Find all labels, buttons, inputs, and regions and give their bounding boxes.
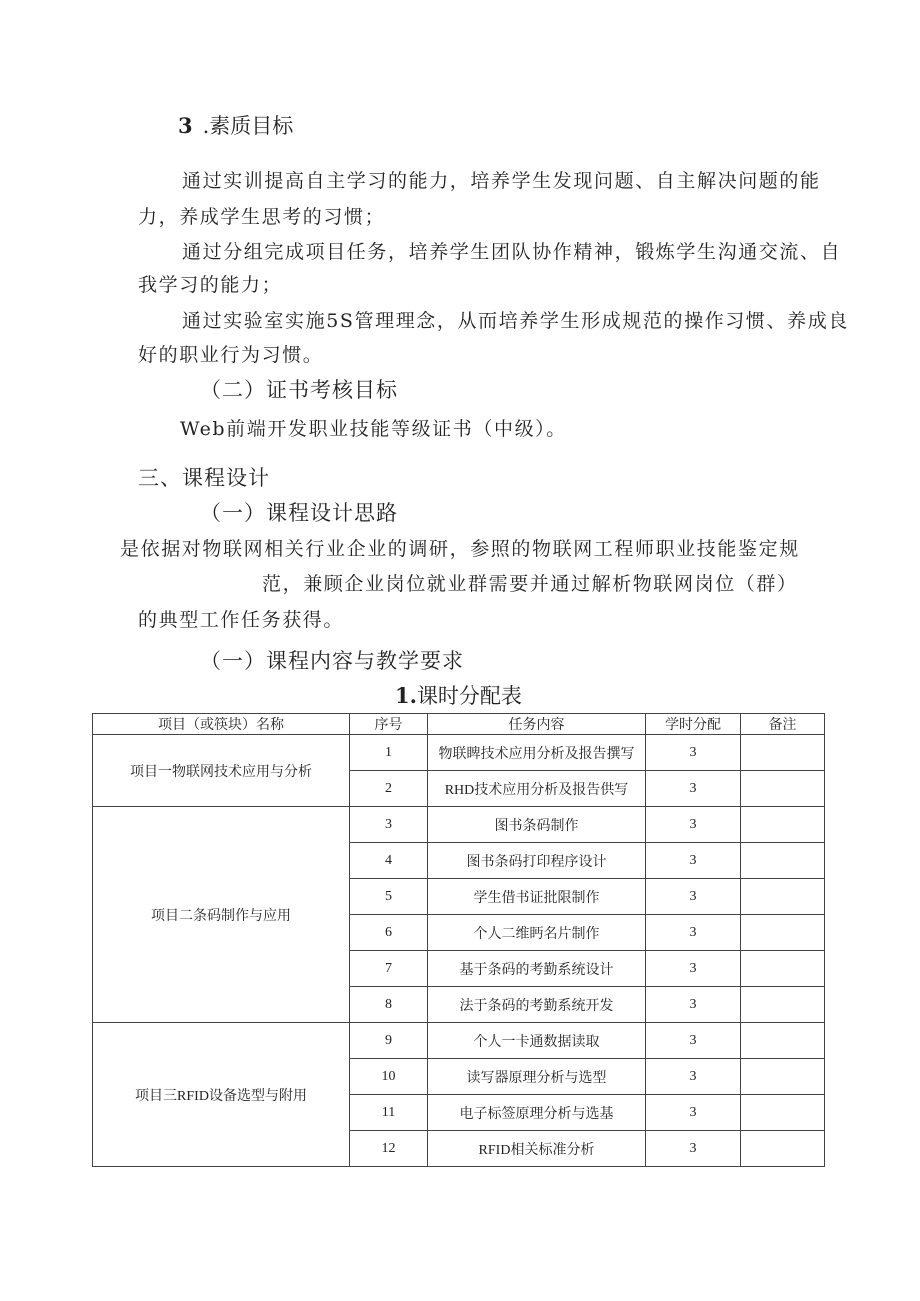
course-content-heading: （一）课程内容与教学要求 (200, 649, 464, 673)
task-cell: RHD技术应用分析及报告供写 (428, 771, 646, 807)
quality-para-1-line-2: 力，养成学生思考的习惯； (138, 206, 386, 228)
table-row (93, 735, 825, 771)
design-idea-line-3: 的典型工作任务获得。 (138, 609, 345, 631)
task-cell: 个人二维眄名片制作 (428, 915, 646, 951)
hours-cell: 3 (646, 807, 741, 843)
header-task: 任务内容 (428, 714, 646, 735)
seq-cell: 4 (350, 843, 428, 879)
quality-para-2-line-1: 通过分组完成项目任务，培养学生团队协作精神，锻炼学生沟通交流、自 (182, 241, 842, 263)
seq-cell: 9 (350, 1023, 428, 1059)
quality-para-1-line-1: 通过实训提高自主学习的能力，培养学生发现问题、自主解决问题的能 (182, 170, 821, 192)
seq-cell: 5 (350, 879, 428, 915)
hours-cell: 3 (646, 1059, 741, 1095)
seq-cell: 1 (350, 735, 428, 771)
hours-allocation-table (92, 713, 825, 1167)
table-row (93, 807, 825, 843)
hours-cell: 3 (646, 771, 741, 807)
remark-cell (741, 951, 825, 987)
hours-cell: 3 (646, 843, 741, 879)
project-name-cell: 项目三RFID设备选型与附用 (93, 1023, 350, 1167)
remark-cell (741, 915, 825, 951)
hours-cell: 3 (646, 915, 741, 951)
hours-cell: 3 (646, 951, 741, 987)
seq-cell: 10 (350, 1059, 428, 1095)
task-cell: 基于条码的考勤系统设计 (428, 951, 646, 987)
task-cell: 图书条码打印程序设计 (428, 843, 646, 879)
task-cell: 个人一卡通数据读取 (428, 1023, 646, 1059)
design-idea-line-2: 范，兼顾企业岗位就业群需要并通过解析物联网岗位（群） (262, 573, 798, 595)
remark-cell (741, 1131, 825, 1167)
remark-cell (741, 1059, 825, 1095)
task-cell: 物联睥技术应用分析及报告撰写 (428, 735, 646, 771)
task-cell: 电子标签原理分析与选基 (428, 1095, 646, 1131)
seq-cell: 11 (350, 1095, 428, 1131)
remark-cell (741, 879, 825, 915)
quality-goal-heading (178, 110, 293, 140)
remark-cell (741, 771, 825, 807)
project-name-cell: 项目二条码制作与应用 (93, 807, 350, 1023)
header-seq: 序号 (350, 714, 428, 735)
project-name-cell: 项目一物联网技术应用与分析 (93, 735, 350, 807)
table-row (93, 1023, 825, 1059)
design-idea-heading: （一）课程设计思路 (200, 501, 398, 525)
table-caption-text: 课时分配表 (416, 684, 522, 708)
seq-cell: 2 (350, 771, 428, 807)
header-hours: 学时分配 (646, 714, 741, 735)
design-idea-line-1: 是依据对物联网相关行业企业的调研，参照的物联网工程师职业技能鉴定规 (120, 538, 800, 560)
hours-cell: 3 (646, 1131, 741, 1167)
table-caption (395, 680, 522, 710)
remark-cell (741, 1023, 825, 1059)
hours-cell: 3 (646, 1023, 741, 1059)
hours-cell: 3 (646, 1095, 741, 1131)
hours-cell: 3 (646, 735, 741, 771)
task-cell: 学生借书证批限制作 (428, 879, 646, 915)
cert-goal-text: Web前端开发职业技能等级证书（中级）。 (180, 418, 567, 440)
seq-cell: 3 (350, 807, 428, 843)
remark-cell (741, 807, 825, 843)
quality-para-3-line-1: 通过实验室实施5S管理理念，从而培养学生形成规范的操作习惯、养成良 (182, 310, 849, 332)
task-cell: 法于条码的考勤系统开发 (428, 987, 646, 1023)
table-header-row (93, 714, 825, 735)
remark-cell (741, 987, 825, 1023)
header-project: 项目（或筷块）名称 (93, 714, 350, 735)
cert-goal-heading: （二）证书考核目标 (200, 378, 398, 402)
table-body (93, 735, 825, 1167)
quality-para-2-line-2: 我学习的能力； (138, 274, 283, 296)
seq-cell: 6 (350, 915, 428, 951)
hours-cell: 3 (646, 987, 741, 1023)
task-cell: 读写器原理分析与选型 (428, 1059, 646, 1095)
task-cell: RFID相关标准分析 (428, 1131, 646, 1167)
seq-cell: 7 (350, 951, 428, 987)
quality-para-3-line-2: 好的职业行为习惯。 (138, 344, 324, 366)
header-remark: 备注 (741, 714, 825, 735)
seq-cell: 12 (350, 1131, 428, 1167)
quality-goal-title: .素质目标 (202, 114, 294, 138)
course-design-heading: 三、课程设计 (138, 466, 270, 490)
quality-goal-number: 3 (178, 113, 193, 138)
remark-cell (741, 843, 825, 879)
hours-cell: 3 (646, 879, 741, 915)
remark-cell (741, 1095, 825, 1131)
task-cell: 图书条码制作 (428, 807, 646, 843)
seq-cell: 8 (350, 987, 428, 1023)
remark-cell (741, 735, 825, 771)
table-caption-number: 1. (395, 683, 417, 708)
